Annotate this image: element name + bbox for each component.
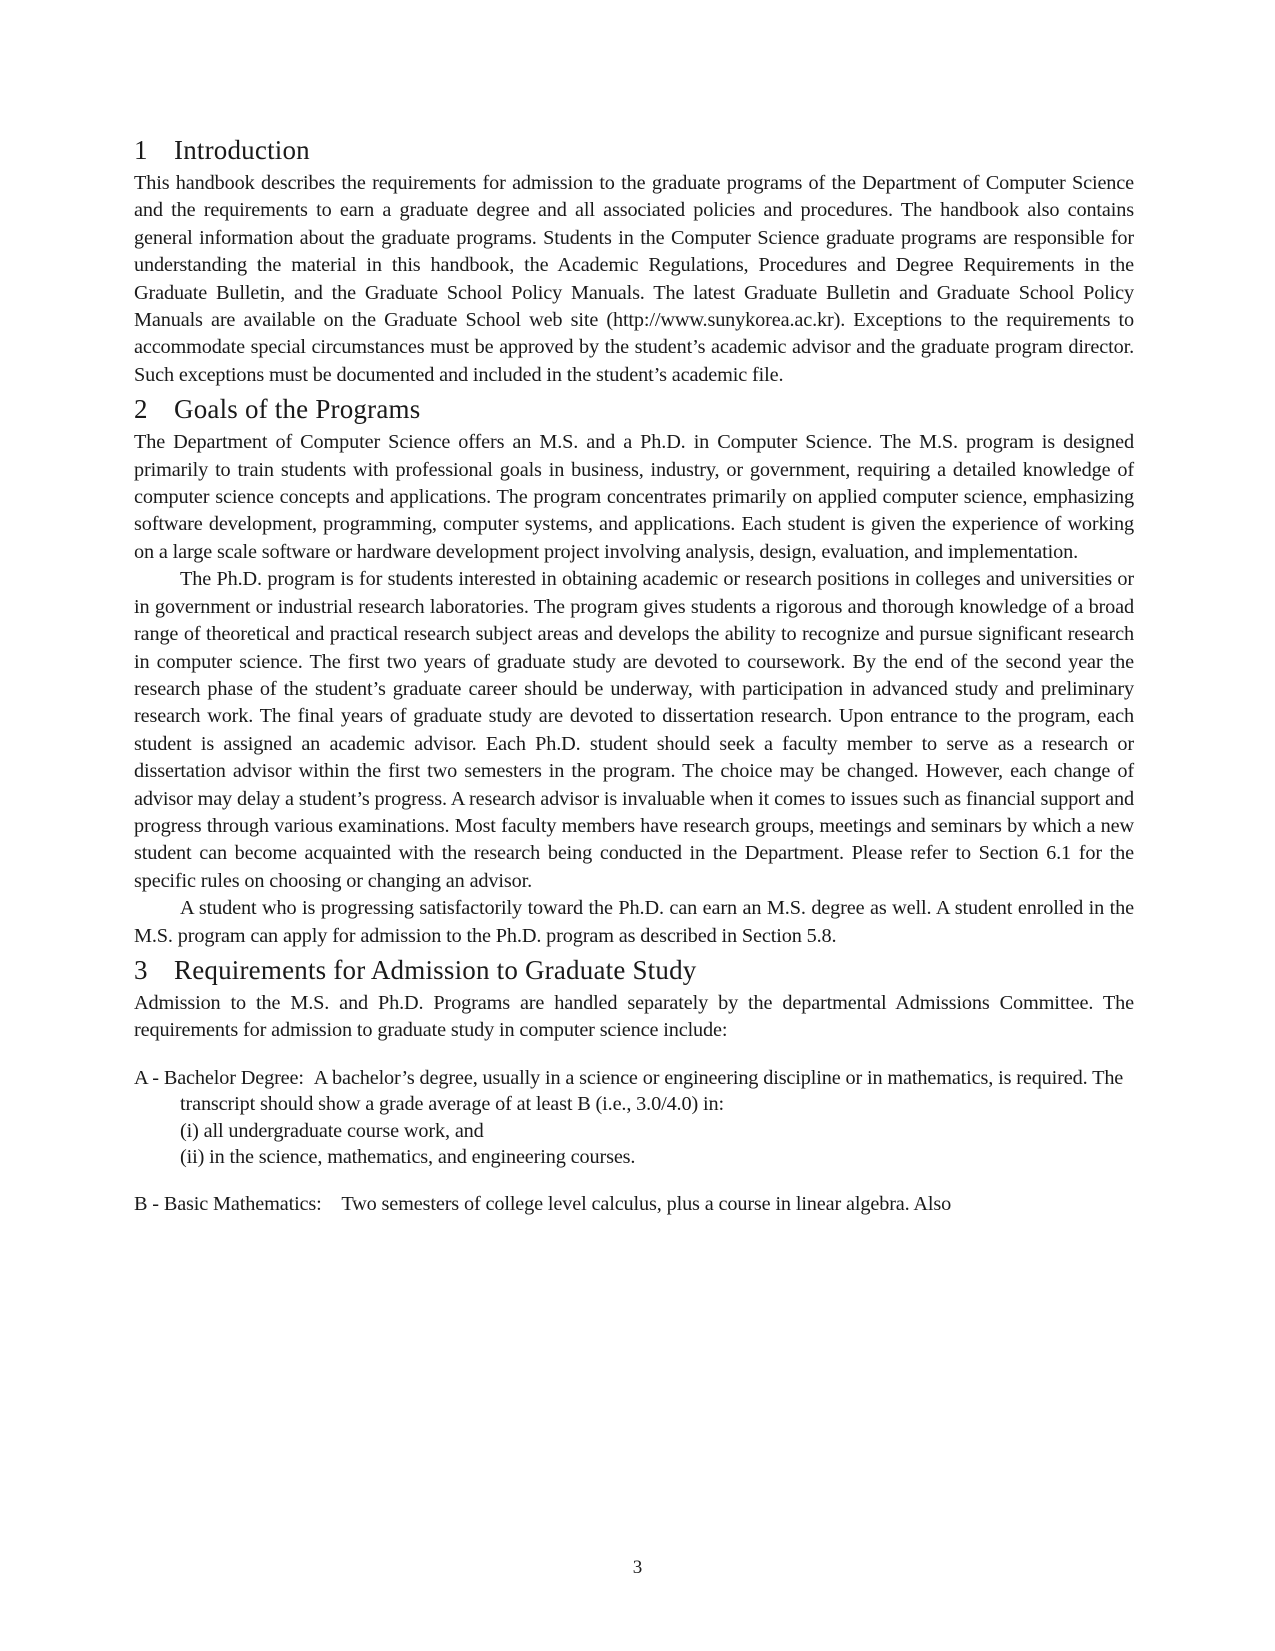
requirement-label: A - Bachelor Degree: xyxy=(134,1066,304,1089)
section-admission-requirements xyxy=(134,950,1134,1217)
paragraph: The Department of Computer Science offers an M.S. and a Ph.D. in Computer Science. The M.S. program is designed primarily to train students with professional goals in business, industry, or government, requiring a detailed knowledge of computer science concepts and applications. The program concentrates primarily on applied computer science, emphasizing software development, programming, computer systems, and applications. Each student is given the experience of working on a large scale software or hardware development project involving analysis, design, evaluation, and implementation. xyxy=(134,431,1134,563)
requirement-sub-item: (ii) in the science, mathematics, and engineering courses. xyxy=(180,1146,636,1169)
section-number: 1 xyxy=(134,135,148,165)
page-number: 3 xyxy=(632,1557,643,1578)
requirement-text: A bachelor’s degree, usually in a science or engineering discipline or in mathematics, is required. The transcript should show a grade average of at least B (i.e., 3.0/4.0) in: xyxy=(180,1066,1124,1116)
section-number: 3 xyxy=(134,954,148,985)
paragraph: The Ph.D. program is for students interested in obtaining academic or research positions in colleges and universities or in government or industrial research laboratories. The program gives students a rigorous and thorough knowledge of a broad range of theoretical and practical research subject areas and develops the ability to recognize and pursue significant research in computer science. The first two years of graduate study are devoted to coursework. By the end of the second year the research phase of the student’s graduate career should be underway, with participation in advanced study and preliminary research work. The final years of graduate study are devoted to dissertation research. Upon entrance to the program, each student is assigned an academic advisor. Each Ph.D. student should seek a faculty member to serve as a research or dissertation advisor within the first two semesters in the program. The choice may be changed. However, each change of advisor may delay a student’s progress. A research advisor is invaluable when it comes to issues such as financial support and progress through various examinations. Most faculty members have research groups, meetings and seminars by which a new student can become acquainted with the research being conducted in the Department. Please refer to Section 6.1 for the specific rules on choosing or changing an advisor. xyxy=(134,568,1134,892)
requirement-item xyxy=(134,1065,1134,1171)
section-heading xyxy=(134,130,1134,170)
paragraph: This handbook describes the requirements for admission to the graduate programs of the Department of Computer Science and the requirements to earn a graduate degree and all associated policies and procedures. The handbook also contains general information about the graduate programs. Students in the Computer Science graduate programs are responsible for understanding the material in this handbook, the Academic Regulations, Procedures and Degree Requirements in the Graduate Bulletin, and the Graduate School Policy Manuals. The latest Graduate Bulletin and Graduate School Policy Manuals are available on the Graduate School web site (http://www.sunykorea.ac.kr). Exceptions to the requirements to accommodate special circumstances must be approved by the student’s academic advisor and the graduate program director. Such exceptions must be documented and included in the student’s academic file. xyxy=(134,172,1134,386)
section-title: Requirements for Admission to Graduate Study xyxy=(174,954,697,985)
section-introduction xyxy=(134,130,1134,389)
section-heading xyxy=(134,389,1134,429)
section-goals-of-the-programs xyxy=(134,389,1134,950)
requirement-sub-item: (i) all undergraduate course work, and xyxy=(180,1119,484,1142)
requirements-list xyxy=(134,1065,1134,1218)
requirement-text: Two semesters of college level calculus, plus a course in linear algebra. Also xyxy=(341,1192,952,1215)
paragraph: Admission to the M.S. and Ph.D. Programs are handled separately by the departmental Admissions Committee. The requirements for admission to graduate study in computer science include: xyxy=(134,991,1134,1042)
section-heading xyxy=(134,950,1134,990)
section-title: Goals of the Programs xyxy=(174,394,421,425)
document-page xyxy=(134,130,1134,1217)
paragraph: A student who is progressing satisfactorily toward the Ph.D. can earn an M.S. degree as well. A student enrolled in the M.S. program can apply for admission to the Ph.D. program as described in Section 5.8. xyxy=(134,897,1134,947)
section-number: 2 xyxy=(134,394,148,425)
requirement-label: B - Basic Mathematics: xyxy=(134,1192,322,1215)
section-title: Introduction xyxy=(174,135,310,165)
requirement-item xyxy=(134,1191,1134,1218)
